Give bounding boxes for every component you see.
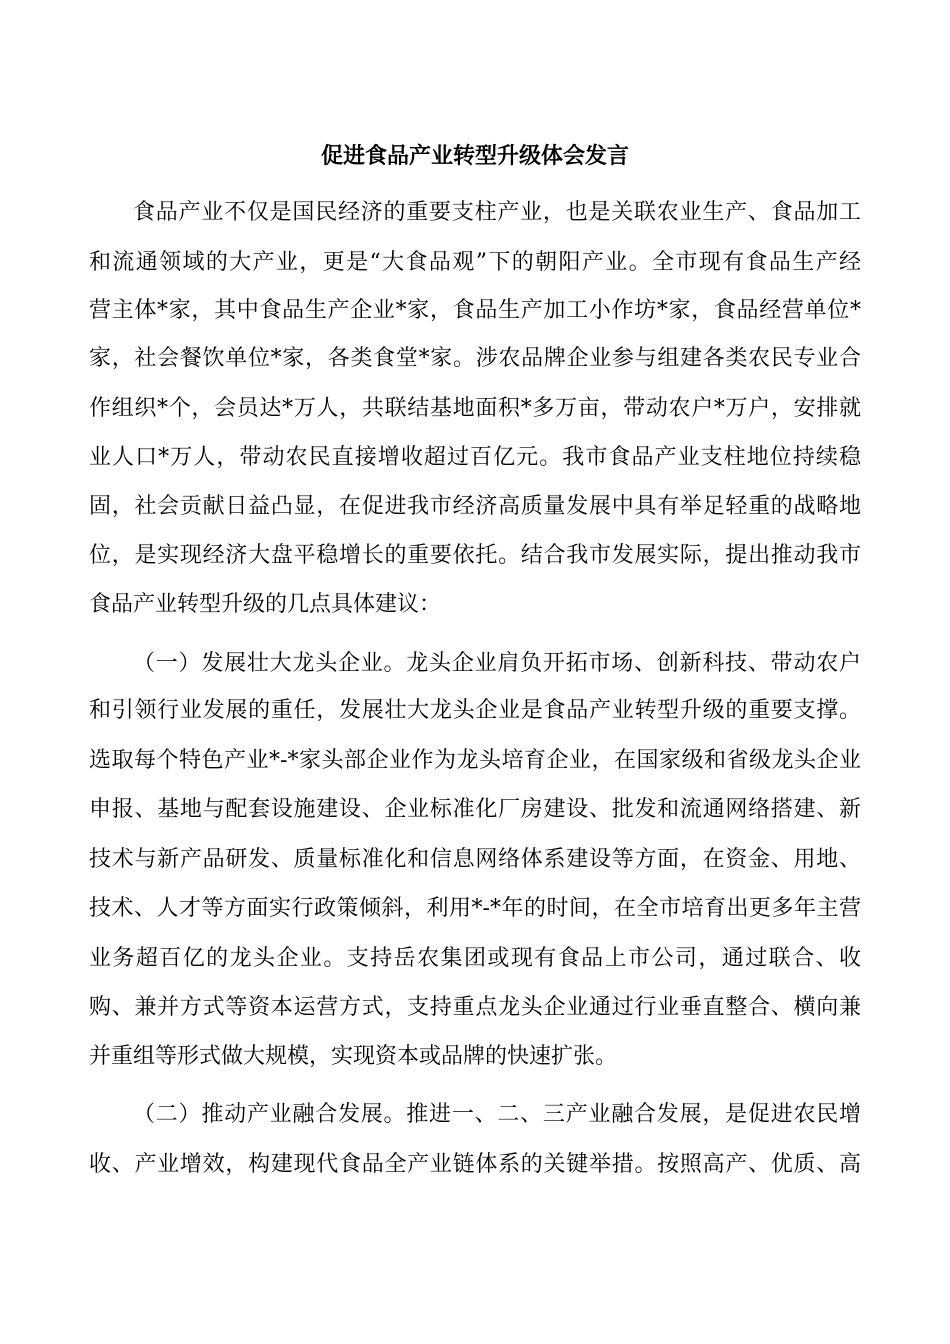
paragraph-line: 业务超百亿的龙头企业。支持岳农集团或现有食品上市公司，通过联合、收 [89,946,861,971]
paragraph-line: 技术与新产品研发、质量标准化和信息网络体系建设等方面，在资金、用地、 [89,847,861,872]
paragraph-line: 位，是实现经济大盘平稳增长的重要依托。结合我市发展实际，提出推动我市 [89,543,861,568]
paragraph-line: 技术、人才等方面实行政策倾斜，利用*-*年的时间，在全市培育出更多年主营 [89,896,861,921]
paragraph-line: 固，社会贡献日益凸显，在促进我市经济高质量发展中具有举足轻重的战略地 [89,494,861,519]
paragraph-line: 食品产业转型升级的几点具体建议： [89,592,442,617]
paragraph-line: 收、产业增效，构建现代食品全产业链体系的关键举措。按照高产、优质、高 [89,1152,861,1177]
paragraph-line: 购、兼并方式等资本运营方式，支持重点龙头企业通过行业垂直整合、横向兼 [89,995,861,1020]
paragraph-line: 和流通领域的大产业，更是“大食品观”下的朝阳产业。全市现有食品生产经 [89,250,861,275]
paragraph-line: 营主体*家，其中食品生产企业*家，食品生产加工小作坊*家，食品经营单位* [89,298,861,323]
paragraph-line: 作组织*个，会员达*万人，共联结基地面积*多万亩，带动农户*万户，安排就 [89,396,861,421]
paragraph-line: （二）推动产业融合发展。推进一、二、三产业融合发展，是促进农民增 [133,1102,861,1127]
paragraph-line: （一）发展壮大龙头企业。龙头企业肩负开拓市场、创新科技、带动农户 [133,651,861,676]
paragraph-line: 家，社会餐饮单位*家，各类食堂*家。涉农品牌企业参与组建各类农民专业合 [89,346,861,371]
paragraph-line: 业人口*万人，带动农民直接增收超过百亿元。我市食品产业支柱地位持续稳 [89,445,861,470]
paragraph-line: 并重组等形式做大规模，实现资本或品牌的快速扩张。 [89,1044,618,1069]
paragraph-line: 选取每个特色产业*-*家头部企业作为龙头培育企业，在国家级和省级龙头企业 [89,748,861,773]
document-title: 促进食品产业转型升级体会发言 [320,143,629,169]
paragraph-line: 申报、基地与配套设施建设、企业标准化厂房建设、批发和流通网络搭建、新 [89,797,861,822]
paragraph-line: 食品产业不仅是国民经济的重要支柱产业，也是关联农业生产、食品加工 [133,200,861,225]
paragraph-line: 和引领行业发展的重任，发展壮大龙头企业是食品产业转型升级的重要支撑。 [89,698,861,723]
